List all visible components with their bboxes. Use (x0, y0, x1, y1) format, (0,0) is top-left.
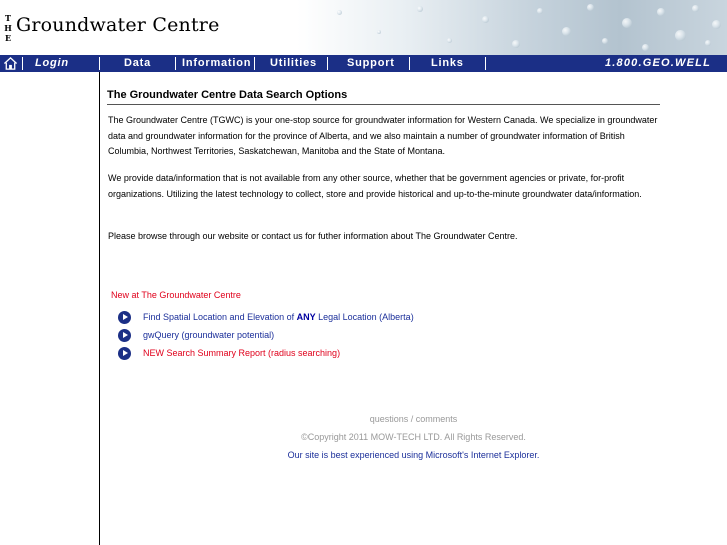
nav-utilities[interactable]: Utilities (270, 57, 317, 69)
nav-separator (485, 57, 486, 70)
list-item (118, 326, 414, 344)
new-links-list (118, 308, 414, 362)
new-section-heading: New at The Groundwater Centre (111, 290, 241, 300)
footer (100, 412, 727, 466)
nav-separator (175, 57, 176, 70)
nav-login[interactable]: Login (35, 57, 69, 69)
home-icon[interactable] (3, 56, 18, 71)
phone-number: 1.800.GEO.WELL (604, 57, 711, 69)
link-gwquery[interactable]: gwQuery (groundwater potential) (143, 330, 275, 340)
copyright-text: ©Copyright 2011 MOW-TECH LTD. All Rights Reserved. (301, 432, 526, 442)
browser-note-link[interactable]: Our site is best experienced using Microsoft's Internet Explorer. (287, 450, 540, 460)
arrow-bullet-icon (118, 329, 131, 342)
link-search-summary[interactable]: NEW Search Summary Report (radius searching) (143, 348, 341, 358)
arrow-bullet-icon (118, 311, 131, 324)
nav-separator (99, 57, 100, 70)
page-title: The Groundwater Centre Data Search Options (107, 89, 348, 101)
list-item (118, 308, 414, 326)
logo-name: Groundwater Centre (16, 14, 220, 36)
sidebar-divider (99, 72, 100, 545)
nav-separator (254, 57, 255, 70)
nav-separator (409, 57, 410, 70)
water-drops-banner (297, 0, 727, 55)
title-divider (107, 104, 660, 105)
logo-the: T H E (4, 13, 12, 43)
arrow-bullet-icon (118, 347, 131, 360)
intro-paragraph: The Groundwater Centre (TGWC) is your one-stop source for groundwater information for Western Canada. We specialize in groundwater data and groundwater information for the province of Alberta, and we also maintain a number of groundwater information of British Columbia, Northwest Territories, Saskatchewan, Manitoba and the State of Montana. (108, 115, 658, 156)
nav-data[interactable]: Data (124, 57, 152, 69)
list-item (118, 344, 414, 362)
questions-comments-link[interactable]: questions / comments (369, 414, 458, 424)
site-header (0, 0, 727, 55)
nav-links[interactable]: Links (431, 57, 464, 69)
main-nav (0, 55, 727, 72)
nav-separator (327, 57, 328, 70)
services-paragraph: We provide data/information that is not available from any other source, whether that be government agencies or private, for-profit organizations. Utilizing the latest technology to collect, store and provide historical and up-to-the-minute groundwater data/information. (108, 173, 642, 199)
nav-information[interactable]: Information (182, 57, 252, 69)
nav-separator (22, 57, 23, 70)
link-spatial-location[interactable]: Find Spatial Location and Elevation of ANY Legal Location (Alberta) (143, 312, 414, 322)
contact-paragraph: Please browse through our website or contact us for futher information about The Groundwater Centre. (108, 231, 518, 241)
nav-support[interactable]: Support (347, 57, 395, 69)
